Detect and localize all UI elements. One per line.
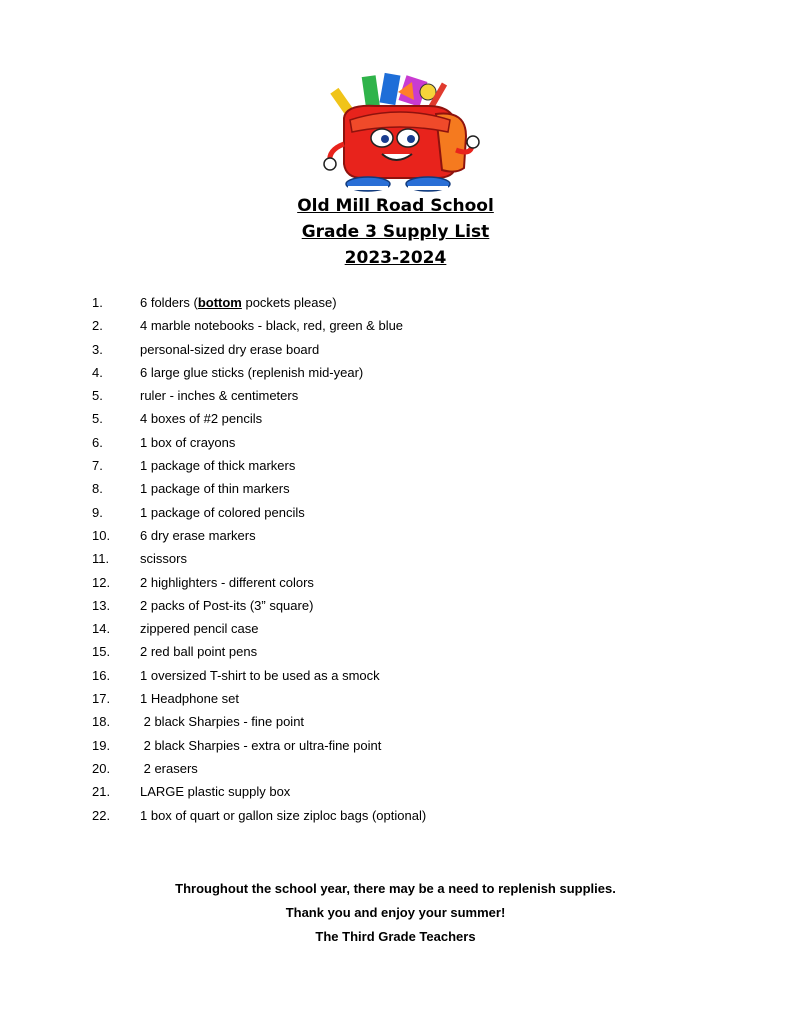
list-item-text-part: pockets please) <box>241 295 337 310</box>
list-item <box>0 431 791 454</box>
list-item <box>0 501 791 524</box>
backpack-mascot-logo <box>316 70 482 192</box>
list-item-text-part: 4 boxes of #2 pencils <box>140 411 263 427</box>
footer-signature: The Third Grade Teachers <box>315 929 476 944</box>
supply-list-heading: Grade 3 Supply List <box>301 222 490 242</box>
list-item-text <box>140 291 337 314</box>
list-item <box>0 687 791 710</box>
list-item-number: 14. <box>92 621 111 637</box>
footer-replenish-note: Throughout the school year, there may be a need to replenish supplies. <box>175 881 616 896</box>
list-item-text <box>140 687 239 710</box>
list-item-text <box>140 780 290 803</box>
list-item-text-part: 6 large glue sticks (replenish mid-year) <box>140 364 364 380</box>
list-item <box>0 734 791 757</box>
list-item-number: 8. <box>92 481 103 497</box>
list-item <box>0 384 791 407</box>
list-item-text-part: 2 red ball point pens <box>140 644 258 660</box>
list-item-number: 19. <box>92 737 111 753</box>
list-item-text-part: zippered pencil case <box>140 621 259 637</box>
list-item <box>0 780 791 803</box>
list-item-text-part: 1 box of quart or gallon size ziploc bags (optional) <box>140 807 427 823</box>
list-item-number: 6. <box>92 434 103 450</box>
list-item-text <box>140 454 295 477</box>
list-item-text <box>140 407 262 430</box>
list-item-number: 18. <box>92 714 111 730</box>
list-item-text-part: 1 box of crayons <box>140 434 236 450</box>
list-item-text <box>140 640 257 663</box>
list-item-number: 10. <box>92 527 111 543</box>
footer-thank-you: Thank you and enjoy your summer! <box>285 905 506 920</box>
list-item-text <box>140 710 304 733</box>
list-item <box>0 361 791 384</box>
list-item-text-part: 2 black Sharpies - fine point <box>140 714 305 730</box>
list-item-text <box>140 431 235 454</box>
list-item-number: 12. <box>92 574 111 590</box>
list-item-text <box>140 547 187 570</box>
list-item-text-part: LARGE plastic supply box <box>140 784 291 800</box>
list-item-text <box>140 804 426 827</box>
list-item-number: 1. <box>92 295 103 310</box>
list-item <box>0 407 791 430</box>
list-item-text <box>140 477 290 500</box>
list-item-number: 16. <box>92 667 111 683</box>
list-item-text <box>140 734 381 757</box>
list-item-number: 5. <box>92 411 103 427</box>
list-item-number: 20. <box>92 760 111 776</box>
list-item-text <box>140 338 319 361</box>
list-item <box>0 314 791 337</box>
list-item-text-part: 6 dry erase markers <box>140 527 256 543</box>
list-item-number: 3. <box>92 341 103 357</box>
list-item-number: 17. <box>92 691 111 707</box>
list-item <box>0 710 791 733</box>
list-item-text-part: 4 marble notebooks - black, red, green & blue <box>140 318 404 334</box>
list-item-text <box>140 664 380 687</box>
list-item-text-part: 1 Headphone set <box>140 691 240 707</box>
list-item-text-part: 1 package of thick markers <box>140 458 296 474</box>
list-item <box>0 594 791 617</box>
supply-list <box>0 291 791 827</box>
list-item-text-part: 2 highlighters - different colors <box>140 574 314 590</box>
list-item <box>0 291 791 314</box>
list-item-text <box>140 361 363 384</box>
list-item-text <box>140 757 198 780</box>
list-item-text-part: 2 black Sharpies - extra or ultra-fine point <box>140 737 382 753</box>
list-item-text-part: 2 packs of Post-its (3” square) <box>140 597 314 613</box>
list-item-text <box>140 571 314 594</box>
list-item-text <box>140 594 313 617</box>
list-item <box>0 547 791 570</box>
list-item-number: 11. <box>92 551 110 567</box>
list-item-number: 4. <box>92 364 103 380</box>
list-item-text-part: scissors <box>140 551 187 567</box>
list-item <box>0 571 791 594</box>
list-item-number: 5. <box>92 388 103 404</box>
list-item-text-part: 2 erasers <box>140 760 198 776</box>
list-item-number: 22. <box>92 807 111 823</box>
school-name-heading: Old Mill Road School <box>297 196 494 216</box>
list-item <box>0 524 791 547</box>
list-item-text-part: 6 folders ( <box>140 295 198 310</box>
list-item-text-part: 1 oversized T-shirt to be used as a smock <box>140 667 380 683</box>
list-item <box>0 664 791 687</box>
list-item-text <box>140 314 403 337</box>
list-item-text <box>140 617 259 640</box>
list-item-number: 9. <box>92 504 103 520</box>
list-item <box>0 804 791 827</box>
list-item-text-part: 1 package of thin markers <box>140 481 290 497</box>
list-item-emphasis: bottom <box>197 295 242 310</box>
list-item-text <box>140 384 298 407</box>
list-item <box>0 617 791 640</box>
list-item-text-part: ruler - inches & centimeters <box>140 388 299 404</box>
list-item <box>0 640 791 663</box>
list-item <box>0 454 791 477</box>
list-item-number: 2. <box>92 318 103 334</box>
list-item-text-part: 1 package of colored pencils <box>140 504 305 520</box>
list-item-text <box>140 501 305 524</box>
list-item-text-part: personal-sized dry erase board <box>140 341 320 357</box>
list-item-number: 13. <box>92 597 111 613</box>
list-item-text <box>140 524 256 547</box>
list-item <box>0 757 791 780</box>
list-item <box>0 477 791 500</box>
list-item <box>0 338 791 361</box>
list-item-number: 15. <box>92 644 111 660</box>
list-item-number: 7. <box>92 458 103 474</box>
school-year-heading: 2023-2024 <box>344 248 447 268</box>
list-item-number: 21. <box>92 784 111 800</box>
